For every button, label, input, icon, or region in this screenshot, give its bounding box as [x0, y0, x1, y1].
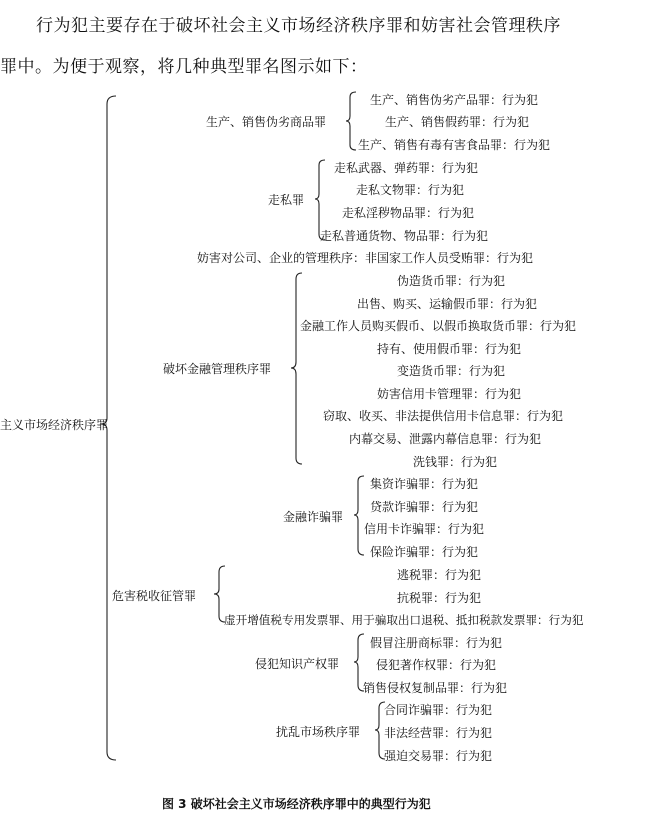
leaf-item: 销售侵权复制品罪：行为犯 — [363, 681, 508, 695]
leaf-item: 走私文物罪：行为犯 — [356, 183, 465, 197]
leaf-item: 合同诈骗罪：行为犯 — [384, 703, 493, 717]
leaf-item: 假冒注册商标罪：行为犯 — [370, 636, 503, 650]
group-label: 金融诈骗罪 — [283, 510, 344, 524]
leaf-item: 信用卡诈骗罪：行为犯 — [364, 522, 485, 536]
group-label: 生产、销售伪劣商品罪 — [206, 115, 327, 129]
leaf-item: 窃取、收买、非法提供信用卡信息罪：行为犯 — [323, 409, 564, 423]
leaf-item: 非法经营罪：行为犯 — [384, 726, 493, 740]
intro-line-1: 行为犯主要存在于破坏社会主义市场经济秩序罪和妨害社会管理秩序 — [36, 16, 561, 36]
group-label: 破坏金融管理秩序罪 — [163, 362, 272, 376]
leaf-item: 内幕交易、泄露内幕信息罪：行为犯 — [349, 432, 542, 446]
leaf-item: 走私武器、弹药罪：行为犯 — [334, 161, 479, 175]
root-label: 主义市场经济秩序罪 — [0, 418, 109, 432]
leaf-item: 洗钱罪：行为犯 — [413, 455, 498, 469]
group-label: 走私罪 — [268, 193, 305, 207]
leaf-item: 走私普通货物、物品罪：行为犯 — [320, 229, 489, 243]
leaf-item: 强迫交易罪：行为犯 — [384, 749, 493, 763]
leaf-item: 持有、使用假币罪：行为犯 — [377, 342, 522, 356]
leaf-item: 生产、销售有毒有害食品罪：行为犯 — [358, 138, 551, 152]
leaf-item: 生产、销售假药罪：行为犯 — [385, 115, 530, 129]
leaf-item: 虚开增值税专用发票罪、用于骗取出口退税、抵扣税款发票罪：行为犯 — [224, 613, 584, 627]
leaf-item: 逃税罪：行为犯 — [397, 568, 482, 582]
leaf-item: 伪造货币罪：行为犯 — [397, 274, 506, 288]
brace-g1 — [315, 160, 325, 240]
intro-line-2: 罪中。为便于观察，将几种典型罪名图示如下： — [0, 57, 368, 77]
leaf-item: 贷款诈骗罪：行为犯 — [370, 500, 479, 514]
leaf-item: 生产、销售伪劣产品罪：行为犯 — [370, 93, 539, 107]
leaf-item: 金融工作人员购买假币、以假币换取货币罪：行为犯 — [300, 319, 577, 333]
group-label: 妨害对公司、企业的管理秩序：非国家工作人员受贿罪：行为犯 — [197, 251, 534, 265]
leaf-item: 集资诈骗罪：行为犯 — [370, 477, 479, 491]
group-label: 危害税收征管罪 — [112, 589, 197, 603]
leaf-item: 抗税罪：行为犯 — [397, 591, 482, 605]
brace-g0 — [346, 92, 356, 150]
leaf-item: 走私淫秽物品罪：行为犯 — [342, 206, 475, 220]
leaf-item: 出售、购买、运输假币罪：行为犯 — [357, 297, 538, 311]
brace-g4 — [354, 476, 364, 555]
leaf-item: 侵犯著作权罪：行为犯 — [376, 658, 497, 672]
group-label: 扰乱市场秩序罪 — [276, 725, 361, 739]
brace-g3 — [291, 273, 302, 464]
leaf-item: 妨害信用卡管理罪：行为犯 — [377, 387, 522, 401]
group-label: 侵犯知识产权罪 — [255, 657, 340, 671]
figure-caption: 图 3 破坏社会主义市场经济秩序罪中的典型行为犯 — [162, 797, 431, 811]
leaf-item: 变造货币罪：行为犯 — [397, 364, 506, 378]
leaf-item: 保险诈骗罪：行为犯 — [370, 545, 479, 559]
